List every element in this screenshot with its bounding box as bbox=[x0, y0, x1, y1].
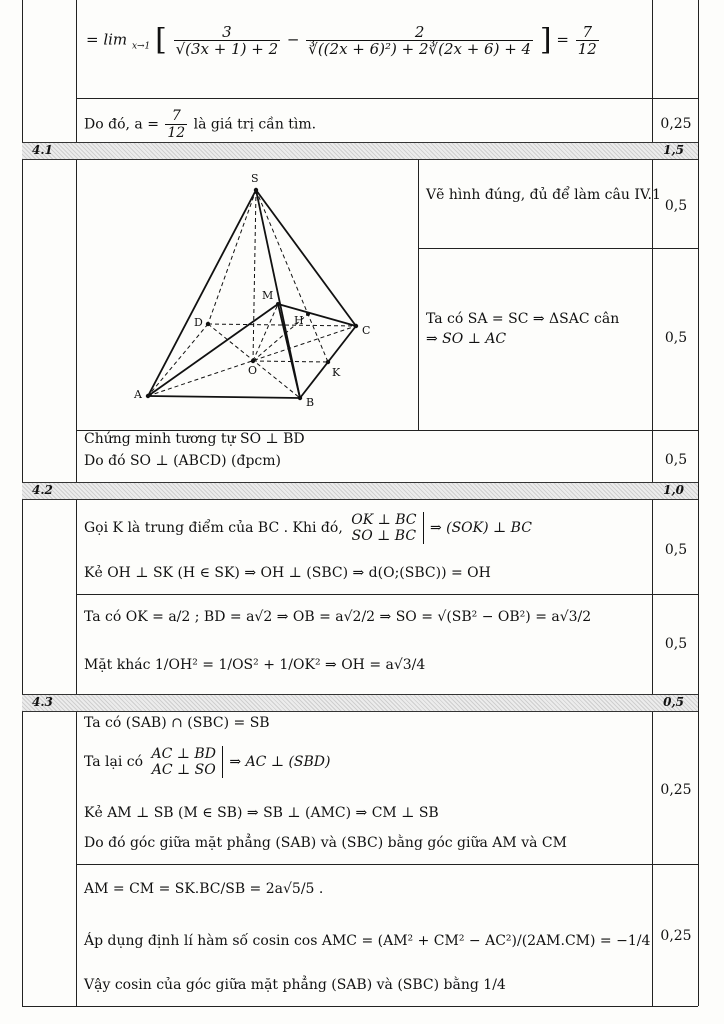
conclusion-text-b: là giá trị cần tìm. bbox=[193, 116, 317, 133]
oh-length-line: Mặt khác 1/OH² = 1/OS² + 1/OK² ⇒ OH = a√3/4 bbox=[84, 657, 426, 673]
score-4-3-a: 0,25 bbox=[660, 782, 692, 798]
angle-planes-line: Do đó góc giữa mặt phẳng (SAB) và (SBC) bằng góc giữa AM và CM bbox=[84, 835, 567, 851]
row-line bbox=[76, 864, 698, 865]
open-bracket: [ bbox=[155, 22, 167, 58]
perp-ac-so: AC ⊥ SO bbox=[151, 762, 216, 778]
right-border bbox=[698, 0, 699, 1006]
score-4-1-c: 0,5 bbox=[664, 452, 688, 468]
limit-result bbox=[576, 24, 599, 57]
perp-ok-bc: OK ⊥ BC bbox=[351, 512, 417, 528]
section-points: 1,5 bbox=[663, 143, 684, 157]
limit-result-num: 7 bbox=[576, 24, 599, 41]
cosine-rule-line: Áp dụng định lí hàm số cosin cos AMC = (AM² + CM² − AC²)/(2AM.CM) = −1/4 bbox=[84, 933, 651, 949]
row-line bbox=[76, 98, 698, 99]
fraction-1-den: √(3x + 1) + 2 bbox=[175, 40, 279, 58]
section-number: 4.1 bbox=[32, 143, 53, 157]
segment-SO bbox=[253, 190, 256, 361]
equals-sign: = bbox=[556, 30, 569, 49]
planes-intersection-line: Ta có (SAB) ∩ (SBC) = SB bbox=[84, 715, 270, 731]
conclusion-text-a: Do đó, a = bbox=[84, 116, 159, 133]
label-H: H bbox=[294, 314, 304, 327]
perp-ac-bd: AC ⊥ BD bbox=[151, 746, 216, 762]
label-C: C bbox=[362, 324, 371, 337]
fraction-1 bbox=[174, 24, 281, 57]
section-points: 1,0 bbox=[663, 483, 684, 497]
point-A bbox=[146, 394, 150, 398]
minus-sign: − bbox=[286, 30, 300, 49]
so-perp-ac-line: ⇒ SO ⊥ AC bbox=[426, 331, 507, 347]
point-O bbox=[251, 359, 255, 363]
point-C bbox=[354, 324, 358, 328]
label-B: B bbox=[306, 396, 315, 409]
figure-divider bbox=[418, 160, 419, 430]
perp-system-1 bbox=[349, 512, 423, 544]
ac-perp-sbd: ⇒ AC ⊥ (SBD) bbox=[229, 754, 331, 770]
score-4-3-b: 0,25 bbox=[660, 928, 692, 944]
label-M: M bbox=[262, 289, 274, 302]
label-K: K bbox=[332, 366, 341, 379]
fraction-2-den: ∛((2x + 6)²) + 2∛(2x + 6) + 4 bbox=[308, 40, 532, 58]
conclusion-line bbox=[84, 108, 316, 141]
so-perp-abcd-line: Do đó SO ⊥ (ABCD) (đpcm) bbox=[84, 453, 282, 469]
label-A: A bbox=[134, 388, 142, 401]
score-4-1-b: 0,5 bbox=[664, 330, 688, 346]
score-conclusion: 0,25 bbox=[660, 116, 692, 132]
fraction-2 bbox=[306, 24, 533, 57]
midpoint-k-text: Gọi K là trung điểm của BC . Khi đó, bbox=[84, 520, 343, 536]
segment-AM bbox=[148, 304, 278, 396]
edge-SA bbox=[148, 190, 256, 396]
edge-AB bbox=[148, 396, 300, 398]
label-D: D bbox=[194, 316, 203, 329]
oh-distance-line: Kẻ OH ⊥ SK (H ∈ SK) ⇒ OH ⊥ (SBC) ⇒ d(O;(SBC)) = OH bbox=[84, 565, 491, 581]
fraction-2-num: 2 bbox=[306, 24, 533, 41]
point-H bbox=[306, 312, 310, 316]
conclusion-num: 7 bbox=[165, 108, 187, 125]
point-B bbox=[298, 396, 302, 400]
section-number: 4.3 bbox=[32, 695, 53, 709]
am-perp-sb-line: Kẻ AM ⊥ SB (M ∈ SB) ⇒ SB ⊥ (AMC) ⇒ CM ⊥ SB bbox=[84, 805, 439, 821]
bottom-border bbox=[22, 1006, 698, 1007]
close-bracket: ] bbox=[539, 22, 552, 58]
ac-perp-text: Ta lại có bbox=[84, 754, 144, 770]
score-4-1-figure: 0,5 bbox=[664, 198, 688, 214]
perp-so-bc: SO ⊥ BC bbox=[351, 528, 417, 544]
section-band-4-2 bbox=[22, 482, 698, 500]
so-perp-bd-line: Chứng minh tương tự SO ⊥ BD bbox=[84, 431, 305, 447]
point-M bbox=[276, 302, 280, 306]
row-line bbox=[76, 594, 698, 595]
limit-expression bbox=[86, 24, 601, 58]
draw-figure-note: Vẽ hình đúng, đủ để làm câu IV.1 bbox=[426, 187, 661, 203]
fraction-1-num: 3 bbox=[174, 24, 281, 41]
conclusion-fraction bbox=[165, 108, 187, 141]
row-line bbox=[418, 248, 698, 249]
label-S: S bbox=[251, 172, 259, 185]
label-O: O bbox=[248, 364, 258, 377]
edge-SD bbox=[208, 190, 256, 324]
ac-perp-sbd-line bbox=[84, 746, 331, 778]
section-points: 0,5 bbox=[663, 695, 684, 709]
point-K bbox=[326, 360, 330, 364]
section-number: 4.2 bbox=[32, 483, 53, 497]
section-band-4-1 bbox=[22, 142, 698, 160]
segment-SK bbox=[256, 190, 328, 362]
sac-isosceles-line: Ta có SA = SC ⇒ ΔSAC cân bbox=[426, 311, 620, 327]
score-4-2-b: 0,5 bbox=[664, 636, 688, 652]
perp-system-2 bbox=[150, 746, 223, 778]
segment-OK bbox=[253, 361, 328, 362]
am-cm-length-line: AM = CM = SK.BC/SB = 2a√5/5 . bbox=[84, 881, 324, 897]
sok-perp-bc: ⇒ (SOK) ⊥ BC bbox=[429, 520, 532, 536]
score-4-2-a: 0,5 bbox=[664, 542, 688, 558]
section-band-4-3 bbox=[22, 694, 698, 712]
lim-subscript: x→1 bbox=[131, 41, 151, 52]
conclusion-den: 12 bbox=[167, 125, 186, 141]
lim-prefix: = lim bbox=[86, 30, 128, 49]
point-D bbox=[206, 322, 210, 326]
final-cosine-line: Vậy cosin của góc giữa mặt phẳng (SAB) và (SBC) bằng 1/4 bbox=[84, 977, 506, 993]
segment-MC bbox=[278, 304, 356, 326]
pyramid-figure bbox=[120, 166, 400, 416]
so-length-line: Ta có OK = a/2 ; BD = a√2 ⇒ OB = a√2/2 ⇒ SO = √(SB² − OB²) = a√3/2 bbox=[84, 609, 592, 625]
limit-result-den: 12 bbox=[577, 40, 597, 58]
point-S bbox=[254, 188, 258, 192]
midpoint-k-line bbox=[84, 512, 532, 544]
